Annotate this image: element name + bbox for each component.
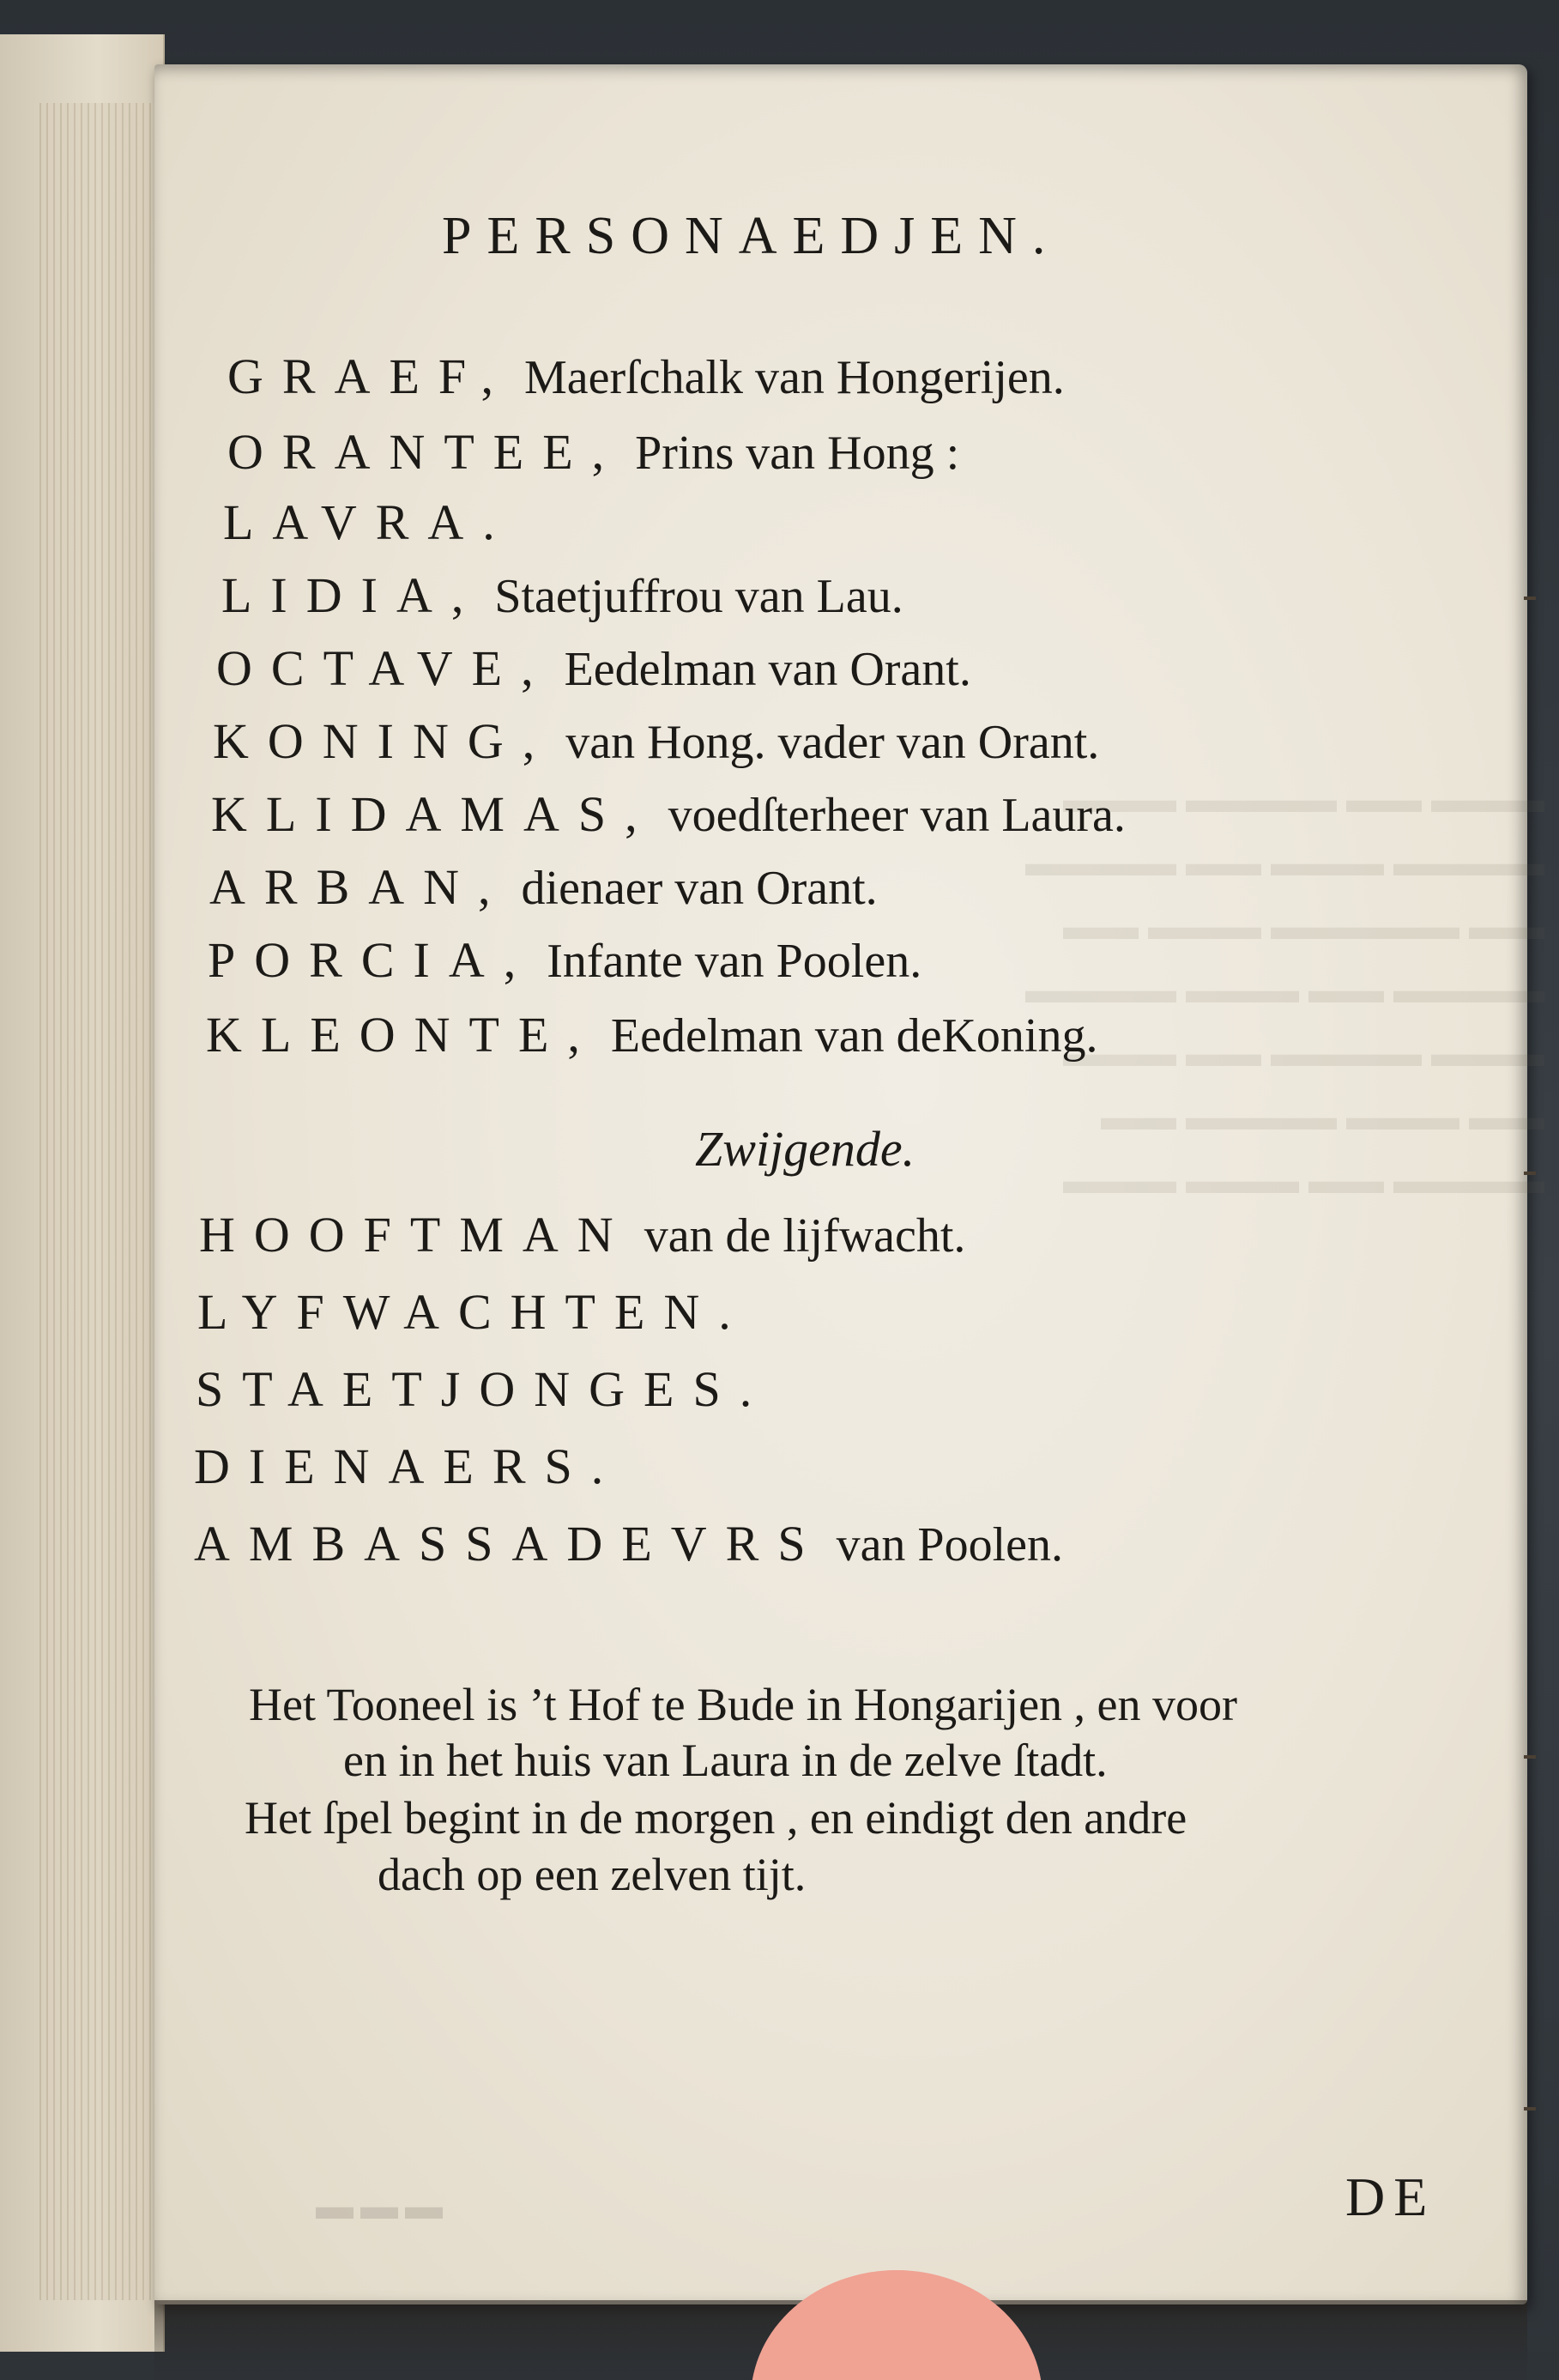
character-description: van Hong. vader van Orant. xyxy=(565,716,1100,769)
setting-line: Het Tooneel is ’t Hof te Bude in Hongarijen , en voor xyxy=(249,1679,1237,1730)
binding-stitch xyxy=(1524,597,1536,600)
character-name: KLIDAMAS, xyxy=(211,786,656,842)
catchword: DE xyxy=(1345,2166,1436,2227)
show-through-mark: ▬▬▬ xyxy=(309,2185,443,2227)
character-description: Staetjuffrou van Lau. xyxy=(494,570,903,623)
mute-character-entry xyxy=(197,1283,750,1341)
character-name: PORCIA, xyxy=(208,932,535,988)
page-title: PERSONAEDJEN. xyxy=(442,207,1061,265)
character-entry xyxy=(216,639,971,697)
binding-stitch xyxy=(1524,1755,1536,1759)
character-description: van de lijfwacht. xyxy=(644,1209,966,1263)
character-entry xyxy=(213,712,1099,770)
mute-character-entry xyxy=(194,1438,622,1495)
character-description: Eedelman van Orant. xyxy=(564,643,971,696)
character-name: ORANTEE, xyxy=(227,424,624,480)
character-entry xyxy=(227,423,959,481)
character-description: dienaer van Orant. xyxy=(521,862,878,915)
setting-line: Het ſpel begint in de morgen , en eindigt den andre xyxy=(245,1792,1187,1844)
character-name: LAVRA. xyxy=(223,494,514,550)
character-name: GRAEF, xyxy=(227,348,512,404)
character-description: voedſterheer van Laura. xyxy=(668,789,1126,842)
character-description: Infante van Poolen. xyxy=(547,935,922,988)
character-name: LYFWACHTEN. xyxy=(197,1284,750,1340)
character-entry xyxy=(211,785,1126,843)
setting-line: en in het huis van Laura in de zelve ſtadt. xyxy=(343,1735,1108,1786)
setting-line: dach op een zelven tijt. xyxy=(378,1849,807,1900)
mute-character-entry xyxy=(194,1515,1063,1572)
character-name: HOOFTMAN xyxy=(199,1207,632,1263)
book-page xyxy=(154,64,1544,2304)
character-name: KLEONTE, xyxy=(206,1007,599,1063)
binding-stitch xyxy=(1524,2107,1536,2111)
bleed-through-texture: ▬▬▬ ▬▬ ▬▬▬▬ ▬▬▬ ▬▬▬▬ ▬▬▬ ▬▬ ▬▬▬▬ ▬▬ ▬▬▬▬▬ ▬▬▬ ▬▬ ▬▬▬▬ ▬▬ ▬▬▬ ▬▬▬▬ ▬▬▬ ▬▬▬▬ ▬▬ ▬▬▬ ▬▬ ▬▬▬ ▬▬▬▬ ▬▬ ▬▬▬▬ ▬▬ ▬▬▬ ▬▬▬ xyxy=(1025,778,1544,1202)
character-name: LIDIA, xyxy=(221,567,483,623)
character-entry xyxy=(209,858,878,916)
character-entry xyxy=(206,1006,1097,1063)
character-name: ARBAN, xyxy=(209,859,510,915)
character-name: STAETJONGES. xyxy=(196,1361,771,1417)
character-name: OCTAVE, xyxy=(216,640,553,696)
mute-character-entry xyxy=(199,1206,965,1263)
character-description: Eedelman van deKoning. xyxy=(610,1009,1098,1063)
character-entry xyxy=(221,566,903,624)
character-entry xyxy=(227,348,1065,405)
character-name: DIENAERS. xyxy=(194,1438,623,1494)
character-description: van Poolen. xyxy=(836,1518,1063,1572)
character-description: Prins van Hong : xyxy=(635,427,960,480)
character-entry xyxy=(208,931,922,989)
leaf-edges xyxy=(34,103,163,2300)
mute-characters-heading: Zwijgende. xyxy=(695,1121,915,1177)
mute-character-entry xyxy=(196,1360,770,1418)
character-name: AMBASSADEVRS xyxy=(194,1516,825,1572)
character-description: Maerſchalk van Hongerijen. xyxy=(524,351,1065,404)
character-name: KONING, xyxy=(213,713,554,769)
character-entry xyxy=(223,494,514,551)
